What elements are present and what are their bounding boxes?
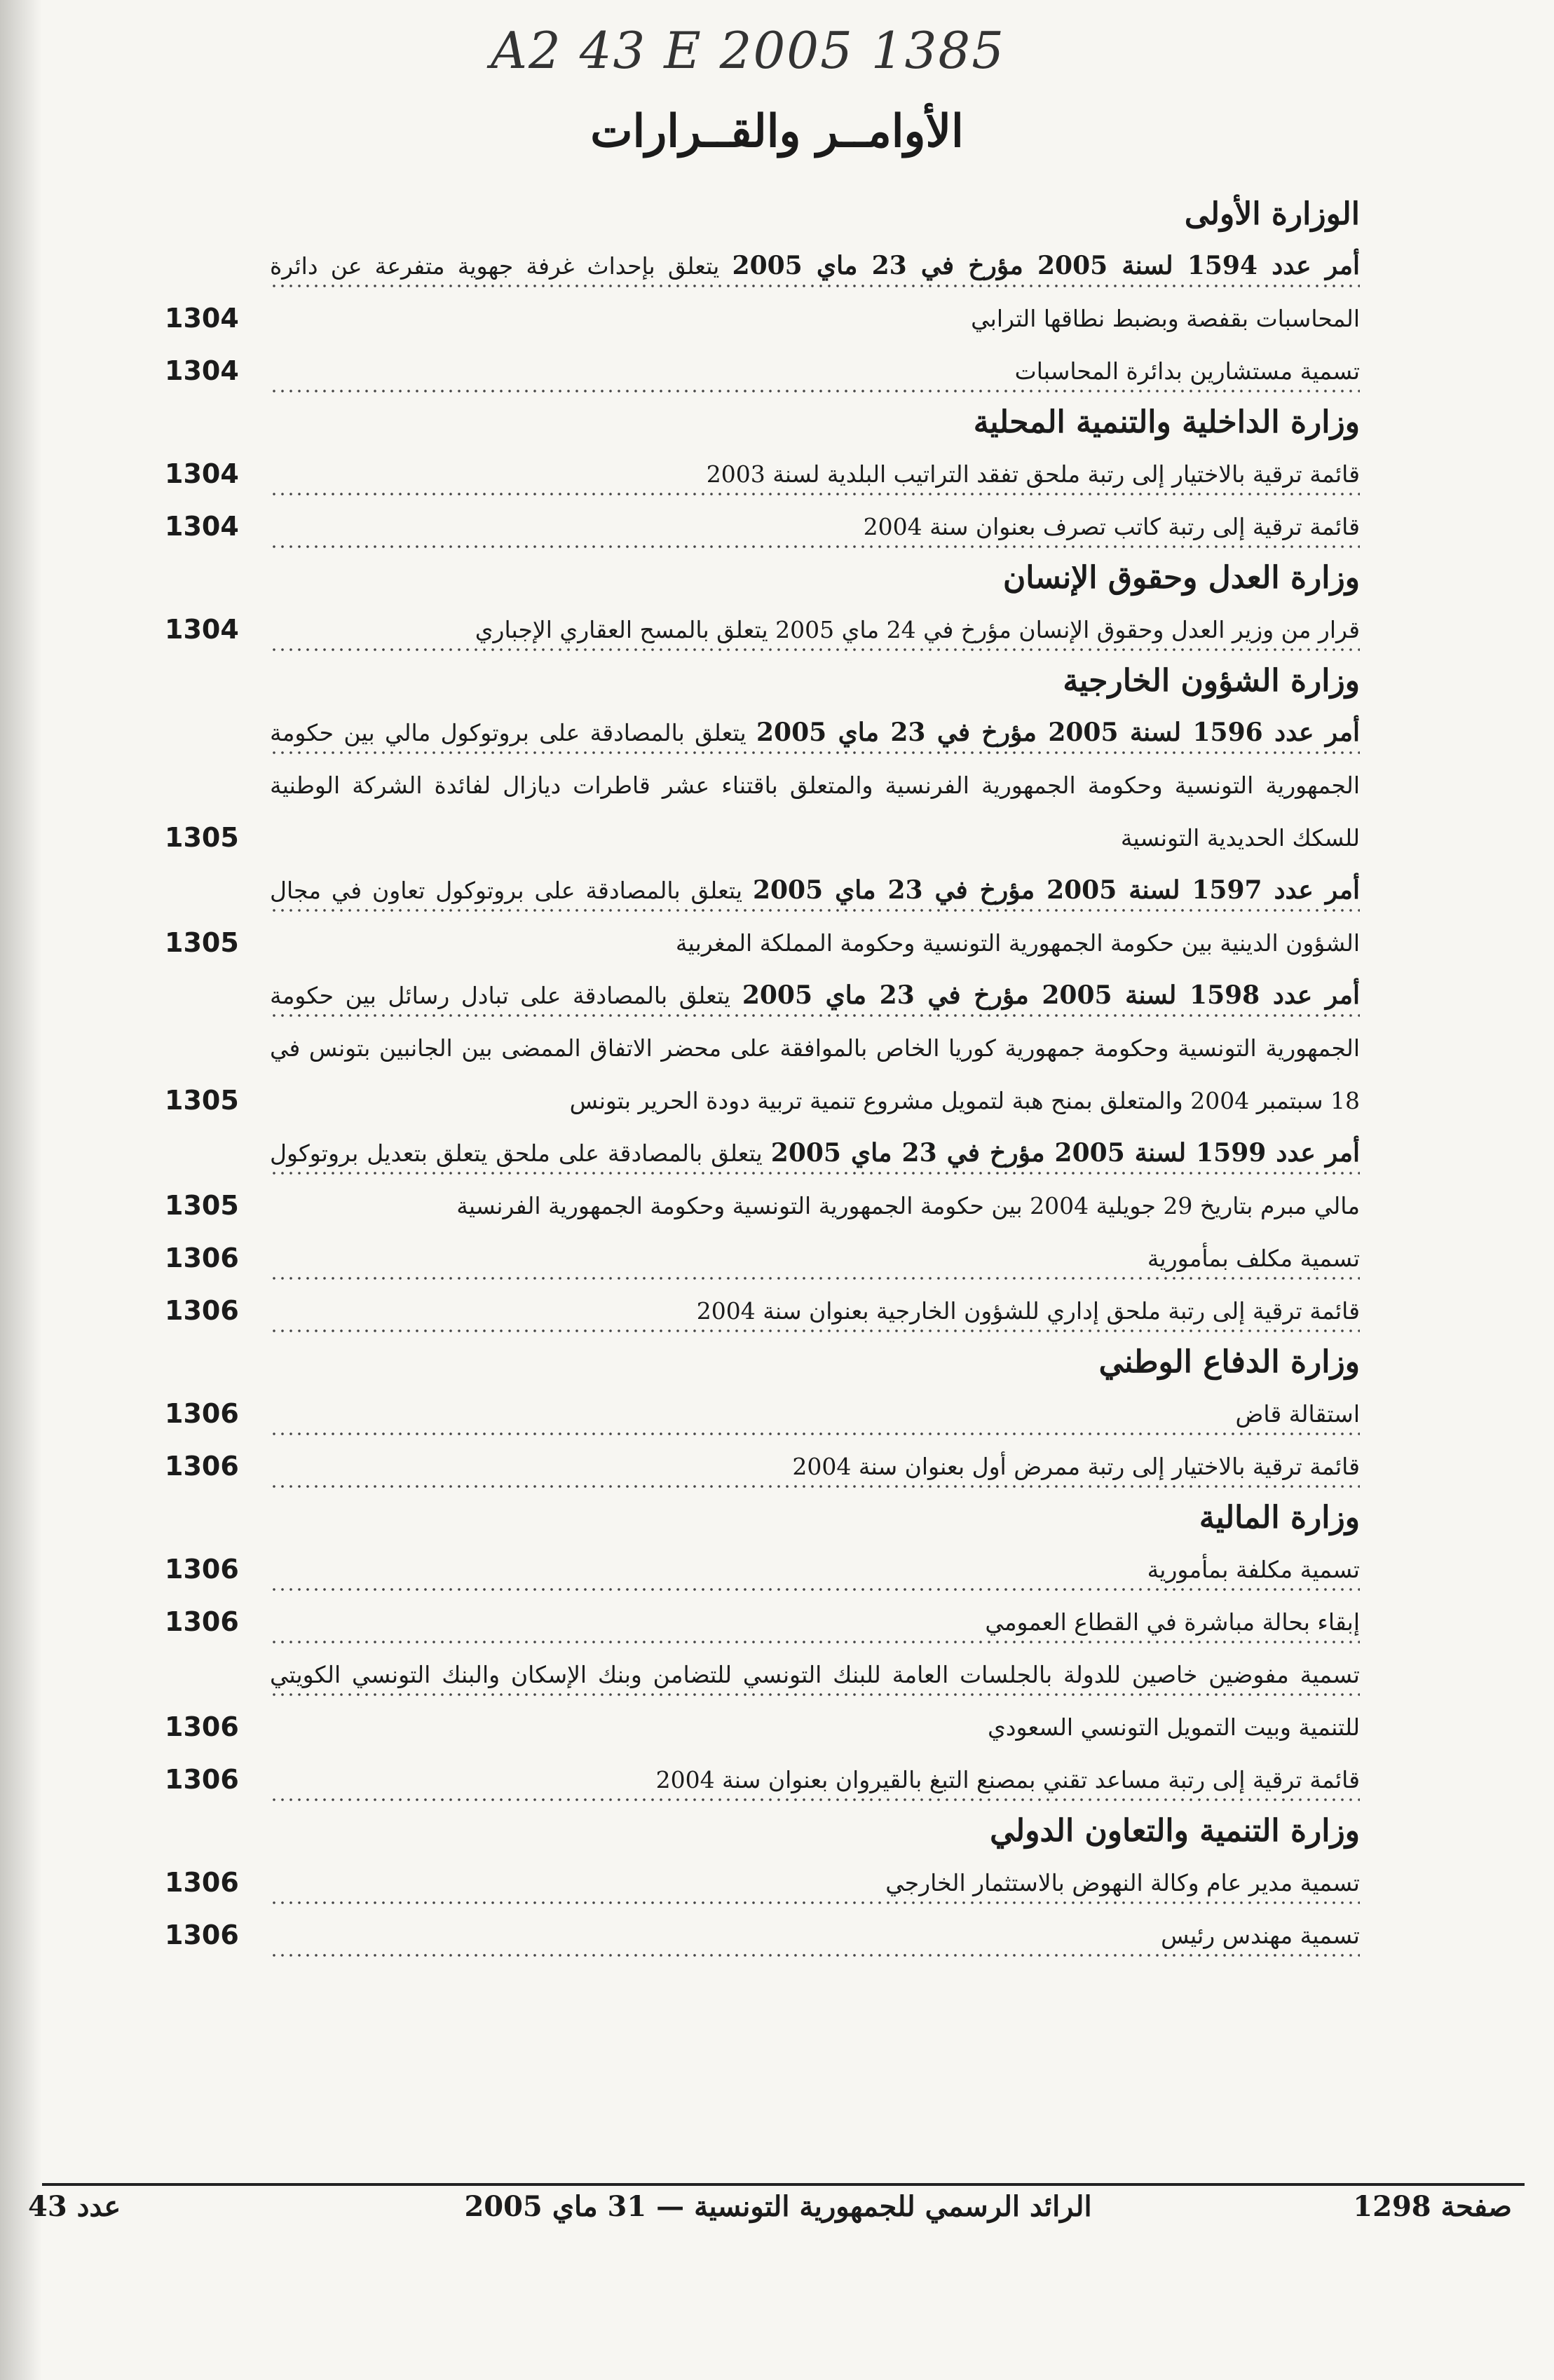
toc-entry — [165, 500, 1360, 553]
toc-entry — [165, 1909, 1360, 1962]
entry-body: قائمة ترقية بالاختيار إلى رتبة ممرض أول بعنوان سنة 2004 — [792, 1453, 1360, 1480]
entry-body: تسمية مهندس رئيس — [1161, 1922, 1360, 1949]
decree-reference: أمر عدد 1599 لسنة 2005 مؤرخ في 23 ماي 2005 — [770, 1138, 1361, 1168]
entry-page-number: 1304 — [165, 355, 239, 386]
entry-text — [270, 1753, 1360, 1806]
entry-description — [270, 719, 1360, 852]
toc-entry — [165, 969, 1360, 1127]
entry-text — [270, 1127, 1360, 1232]
entry-description — [881, 1869, 1360, 1896]
entry-text — [270, 706, 1360, 864]
ministry-heading: الوزارة الأولى — [1184, 196, 1360, 232]
entry-page-number: 1305 — [165, 1190, 239, 1221]
footer-page-number: صفحة 1298 — [1353, 2190, 1512, 2223]
entry-description — [270, 1140, 1360, 1219]
entry-description — [270, 877, 1360, 957]
toc-entry — [165, 1440, 1360, 1493]
entry-text — [270, 1388, 1360, 1440]
entry-body: قائمة ترقية بالاختيار إلى رتبة ملحق تفقد التراتيب البلدية لسنة 2003 — [706, 460, 1360, 488]
entry-body: تسمية مدير عام وكالة النهوض بالاستثمار الخارجي — [885, 1869, 1360, 1896]
entry-text — [270, 1440, 1360, 1493]
entry-body: قائمة ترقية إلى رتبة مساعد تقني بمصنع التبغ بالقيروان بعنوان سنة 2004 — [655, 1766, 1360, 1793]
toc-entry — [165, 864, 1360, 969]
entry-text — [270, 1285, 1360, 1337]
entry-page-number: 1306 — [165, 1398, 239, 1429]
entry-page-number: 1305 — [165, 1085, 239, 1116]
ministry-heading: وزارة المالية — [1199, 1500, 1360, 1536]
toc-entry — [165, 345, 1360, 397]
entry-text — [270, 1596, 1360, 1648]
entry-page-number: 1306 — [165, 1554, 239, 1585]
entry-page-number: 1306 — [165, 1295, 239, 1326]
ministry-heading: وزارة الداخلية والتنمية المحلية — [973, 404, 1360, 440]
entry-description — [270, 252, 1360, 332]
entry-description — [270, 1661, 1360, 1741]
decree-reference: أمر عدد 1596 لسنة 2005 مؤرخ في 23 ماي 2005 — [756, 718, 1360, 747]
entry-page-number: 1306 — [165, 1764, 239, 1795]
entry-body: يتعلق بالمصادقة على بروتوكول مالي بين حكومة الجمهورية التونسية وحكومة الجمهورية الفرنسية والمتعلق باقتناء عشر قاطرات ديازال لفائدة الشركة الوطنية للسكك الحديدية التونسية — [270, 719, 1360, 852]
toc-entry — [165, 1285, 1360, 1337]
ministry-heading: وزارة الدفاع الوطني — [1098, 1344, 1360, 1380]
entry-page-number: 1306 — [165, 1606, 239, 1637]
entry-description — [788, 1453, 1360, 1480]
entry-text — [270, 500, 1360, 553]
entry-body: قرار من وزير العدل وحقوق الإنسان مؤرخ في 24 ماي 2005 يتعلق بالمسح العقاري الإجباري — [475, 616, 1360, 643]
entry-description — [652, 1766, 1360, 1793]
entry-body: استقالة قاض — [1235, 1400, 1360, 1428]
toc-entry — [165, 240, 1360, 345]
page-title: الأوامــر والقــرارات — [590, 105, 964, 158]
table-of-contents — [165, 189, 1360, 1962]
entry-page-number: 1306 — [165, 1711, 239, 1742]
toc-entry — [165, 1543, 1360, 1596]
toc-entry — [165, 706, 1360, 864]
entry-page-number: 1304 — [165, 303, 239, 334]
entry-description — [1157, 1922, 1360, 1949]
entry-body: تسمية مستشارين بدائرة المحاسبات — [1014, 357, 1360, 385]
decree-reference: أمر عدد 1594 لسنة 2005 مؤرخ في 23 ماي 2005 — [732, 251, 1360, 280]
entry-description — [1232, 1400, 1361, 1428]
entry-description — [702, 460, 1360, 488]
entry-body: تسمية مكلفة بمأمورية — [1147, 1556, 1360, 1583]
entry-description — [693, 1297, 1360, 1325]
entry-page-number: 1305 — [165, 927, 239, 958]
toc-entry — [165, 1232, 1360, 1285]
entry-text — [270, 345, 1360, 397]
entry-body: يتعلق بالمصادقة على تبادل رسائل بين حكومة الجمهورية التونسية وحكومة جمهورية كوريا الخاص بالموافقة على محضر الاتفاق الممضى بين الجانبين بتونس في 18 سبتمبر 2004 والمتعلق بمنح هبة لتمويل مشروع تنمية تربية دودة الحرير بتونس — [270, 982, 1360, 1114]
toc-entry — [165, 1388, 1360, 1440]
handwritten-note: A2 43 E 2005 1385 — [491, 21, 1005, 80]
footer-issue-number: عدد 43 — [28, 2190, 121, 2223]
entry-description — [1143, 1556, 1360, 1583]
entry-text — [270, 1648, 1360, 1753]
decree-reference: أمر عدد 1598 لسنة 2005 مؤرخ في 23 ماي 2005 — [742, 980, 1360, 1010]
entry-text — [270, 1232, 1360, 1285]
entry-text — [270, 1909, 1360, 1962]
toc-entry — [165, 1127, 1360, 1232]
entry-text — [270, 1856, 1360, 1909]
entry-page-number: 1306 — [165, 1867, 239, 1898]
entry-body: تسمية مكلف بمأمورية — [1147, 1245, 1360, 1272]
entry-text — [270, 240, 1360, 345]
entry-text — [270, 448, 1360, 500]
entry-text — [270, 603, 1360, 656]
footer-journal-title: الرائد الرسمي للجمهورية التونسية — 31 ماي 2005 — [464, 2190, 1092, 2223]
entry-description — [1011, 357, 1360, 385]
entry-body: قائمة ترقية إلى رتبة ملحق إداري للشؤون الخارجية بعنوان سنة 2004 — [696, 1297, 1360, 1325]
ministry-heading: وزارة الشؤون الخارجية — [1063, 663, 1360, 699]
toc-entry — [165, 1596, 1360, 1648]
entry-description — [981, 1608, 1360, 1636]
entry-text — [270, 1543, 1360, 1596]
entry-description — [471, 616, 1360, 643]
toc-entry — [165, 603, 1360, 656]
entry-description — [859, 513, 1360, 540]
entry-description — [1143, 1245, 1360, 1272]
ministry-heading: وزارة العدل وحقوق الإنسان — [1002, 560, 1360, 596]
toc-entry — [165, 1856, 1360, 1909]
toc-entry — [165, 1648, 1360, 1753]
entry-body: يتعلق بالمصادقة على بروتوكول تعاون في مجال الشؤون الدينية بين حكومة الجمهورية التونسية وحكومة المملكة المغربية — [270, 877, 1360, 957]
entry-body: تسمية مفوضين خاصين للدولة بالجلسات العامة للبنك التونسي للتضامن وبنك الإسكان والبنك التونسي الكويتي للتنمية وبيت التمويل التونسي السعودي — [270, 1661, 1360, 1741]
entry-page-number: 1306 — [165, 1243, 239, 1273]
footer-divider — [42, 2183, 1525, 2186]
entry-description — [270, 982, 1360, 1114]
entry-page-number: 1304 — [165, 614, 239, 645]
entry-page-number: 1304 — [165, 458, 239, 489]
entry-page-number: 1306 — [165, 1920, 239, 1950]
entry-body: يتعلق بالمصادقة على ملحق يتعلق بتعديل بروتوكول مالي مبرم بتاريخ 29 جويلية 2004 بين حكومة الجمهورية التونسية وحكومة الجمهورية الفرنسية — [270, 1140, 1360, 1219]
toc-entry — [165, 448, 1360, 500]
entry-text — [270, 969, 1360, 1127]
binding-shadow — [0, 0, 42, 2380]
entry-body: قائمة ترقية إلى رتبة كاتب تصرف بعنوان سنة 2004 — [863, 513, 1360, 540]
ministry-heading: وزارة التنمية والتعاون الدولي — [990, 1813, 1360, 1849]
entry-body: يتعلق بإحداث غرفة جهوية متفرعة عن دائرة المحاسبات بقفصة وبضبط نطاقها الترابي — [270, 252, 1360, 332]
toc-entry — [165, 1753, 1360, 1806]
decree-reference: أمر عدد 1597 لسنة 2005 مؤرخ في 23 ماي 2005 — [752, 875, 1360, 905]
entry-body: إبقاء بحالة مباشرة في القطاع العمومي — [985, 1608, 1360, 1636]
entry-page-number: 1305 — [165, 822, 239, 853]
entry-text — [270, 864, 1360, 969]
entry-page-number: 1304 — [165, 511, 239, 542]
entry-page-number: 1306 — [165, 1451, 239, 1482]
